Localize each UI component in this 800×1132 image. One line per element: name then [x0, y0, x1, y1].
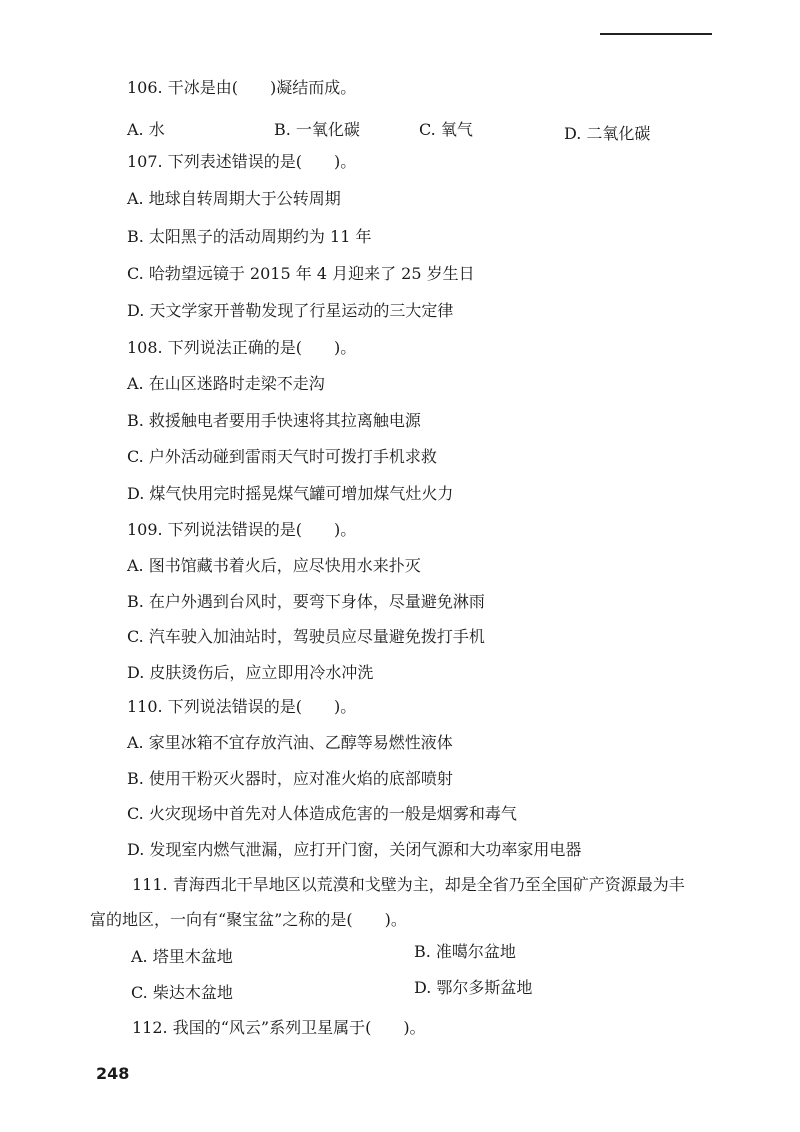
question-111-option-d: D. 鄂尔多斯盆地 [414, 978, 533, 997]
question-108-option-b: B. 救援触电者要用手快速将其拉离触电源 [127, 411, 421, 430]
question-106-option-b: B. 一氧化碳 [274, 120, 360, 139]
question-111-option-a: A. 塔里木盆地 [131, 947, 233, 966]
question-109-option-a: A. 图书馆藏书着火后，应尽快用水来扑灭 [127, 556, 421, 575]
question-108-stem: 108. 下列说法正确的是( )。 [127, 338, 357, 357]
question-106-option-d: D. 二氧化碳 [564, 124, 651, 143]
question-112-stem: 112. 我国的“风云”系列卫星属于( )。 [132, 1018, 426, 1037]
question-107-option-d: D. 天文学家开普勒发现了行星运动的三大定律 [127, 301, 454, 320]
question-107-stem: 107. 下列表述错误的是( )。 [127, 152, 357, 171]
question-106-stem: 106. 干冰是由( )凝结而成。 [127, 78, 357, 97]
question-110-option-d: D. 发现室内燃气泄漏，应打开门窗，关闭气源和大功率家用电器 [127, 840, 582, 859]
question-110-option-b: B. 使用干粉灭火器时，应对准火焰的底部喷射 [127, 769, 453, 788]
question-109-stem: 109. 下列说法错误的是( )。 [127, 520, 357, 539]
question-106-option-c: C. 氧气 [419, 120, 473, 139]
question-108-option-c: C. 户外活动碰到雷雨天气时可拨打手机求救 [127, 447, 437, 466]
question-110-option-c: C. 火灾现场中首先对人体造成危害的一般是烟雾和毒气 [127, 804, 517, 823]
question-110-option-a: A. 家里冰箱不宜存放汽油、乙醇等易燃性液体 [127, 733, 453, 752]
question-108-option-d: D. 煤气快用完时摇晃煤气罐可增加煤气灶火力 [127, 484, 454, 503]
page-number: 248 [96, 1064, 130, 1083]
header-rule [600, 33, 712, 35]
question-106-option-a: A. 水 [127, 120, 165, 139]
question-111-option-c: C. 柴达木盆地 [131, 983, 233, 1002]
question-109-option-c: C. 汽车驶入加油站时，驾驶员应尽量避免拨打手机 [127, 627, 485, 646]
question-107-option-c: C. 哈勃望远镜于 2015 年 4 月迎来了 25 岁生日 [127, 264, 475, 283]
question-111-option-b: B. 准噶尔盆地 [414, 942, 516, 961]
question-107-option-a: A. 地球自转周期大于公转周期 [127, 189, 341, 208]
question-111-stem-line2: 富的地区，一向有“聚宝盆”之称的是( )。 [90, 910, 407, 929]
question-107-option-b: B. 太阳黑子的活动周期约为 11 年 [127, 227, 372, 246]
question-109-option-b: B. 在户外遇到台风时，要弯下身体，尽量避免淋雨 [127, 592, 485, 611]
question-110-stem: 110. 下列说法错误的是( )。 [127, 697, 357, 716]
question-111-stem-line1: 111. 青海西北干旱地区以荒漠和戈壁为主，却是全省乃至全国矿产资源最为丰 [132, 875, 685, 894]
question-109-option-d: D. 皮肤烫伤后，应立即用冷水冲洗 [127, 663, 374, 682]
question-108-option-a: A. 在山区迷路时走梁不走沟 [127, 374, 325, 393]
